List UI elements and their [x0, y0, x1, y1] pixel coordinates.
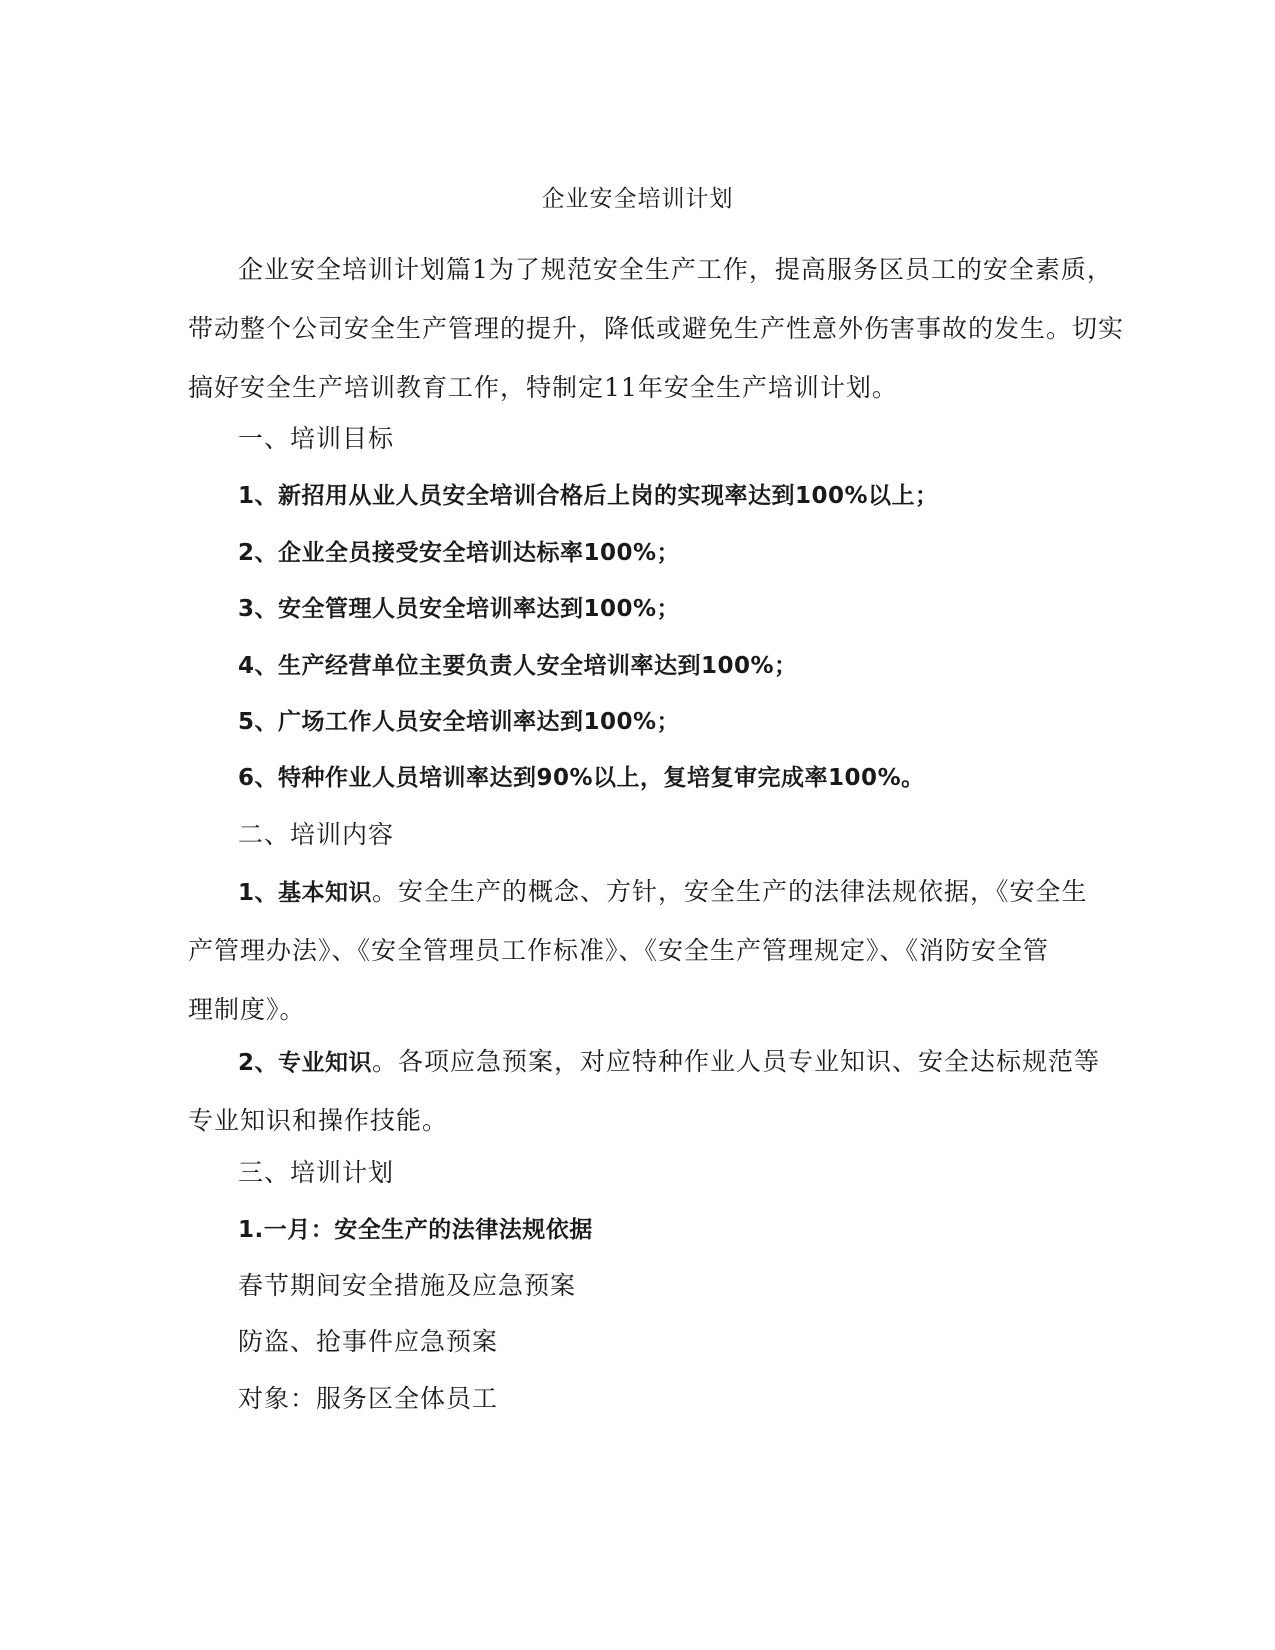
- content-item-line: 专业知识和操作技能。: [188, 1106, 449, 1135]
- intro-line: 搞好安全生产培训教育工作，特制定11年安全生产培训计划。: [188, 373, 898, 402]
- plan-line: 防盗、抢事件应急预案: [238, 1327, 499, 1356]
- content-item-lead: 2、专业知识: [238, 1050, 373, 1076]
- content-item-text: 。安全生产的概念、方针，安全生产的法律法规依据，《安全生: [372, 877, 1088, 906]
- section-heading-content: 二、培训内容: [238, 820, 395, 849]
- content-item-text: 。各项应急预案，对应特种作业人员专业知识、安全达标规范等: [372, 1047, 1101, 1076]
- content-item-line: [188, 1032, 1101, 1091]
- goal-item: 3、安全管理人员安全培训率达到100%；: [238, 596, 681, 622]
- content-item-professional: [188, 1032, 1101, 1150]
- plan-line: 春节期间安全措施及应急预案: [238, 1271, 577, 1300]
- section-heading-plan: 三、培训计划: [238, 1158, 395, 1187]
- intro-paragraph: [188, 240, 1125, 417]
- content-item-line: 理制度》。: [188, 995, 306, 1024]
- intro-line: 带动整个公司安全生产管理的提升，降低或避免生产性意外伤害事故的发生。切实: [188, 314, 1125, 343]
- intro-line: 企业安全培训计划篇1为了规范安全生产工作，提高服务区员工的安全素质，: [238, 255, 1113, 284]
- goal-item: 6、特种作业人员培训率达到90%以上，复培复审完成率100%。: [238, 765, 925, 791]
- goal-item: 4、生产经营单位主要负责人安全培训率达到100%；: [238, 653, 798, 679]
- content-item-lead: 1、基本知识: [238, 880, 373, 906]
- goal-item: 2、企业全员接受安全培训达标率100%；: [238, 540, 681, 566]
- content-item-line: 产管理办法》、《安全管理员工作标准》、《安全生产管理规定》、《消防安全管: [188, 936, 1050, 965]
- goal-item: 1、新招用从业人员安全培训合格后上岗的实现率达到100%以上；: [238, 483, 939, 509]
- content-item-line: [188, 862, 1088, 921]
- content-item-basic: [188, 862, 1088, 1039]
- document-title: 企业安全培训计划: [541, 186, 734, 212]
- section-heading-goals: 一、培训目标: [238, 424, 395, 453]
- plan-month-heading: 1.一月：安全生产的法律法规依据: [238, 1217, 593, 1243]
- plan-line: 对象：服务区全体员工: [238, 1384, 499, 1413]
- goal-item: 5、广场工作人员安全培训率达到100%；: [238, 709, 681, 735]
